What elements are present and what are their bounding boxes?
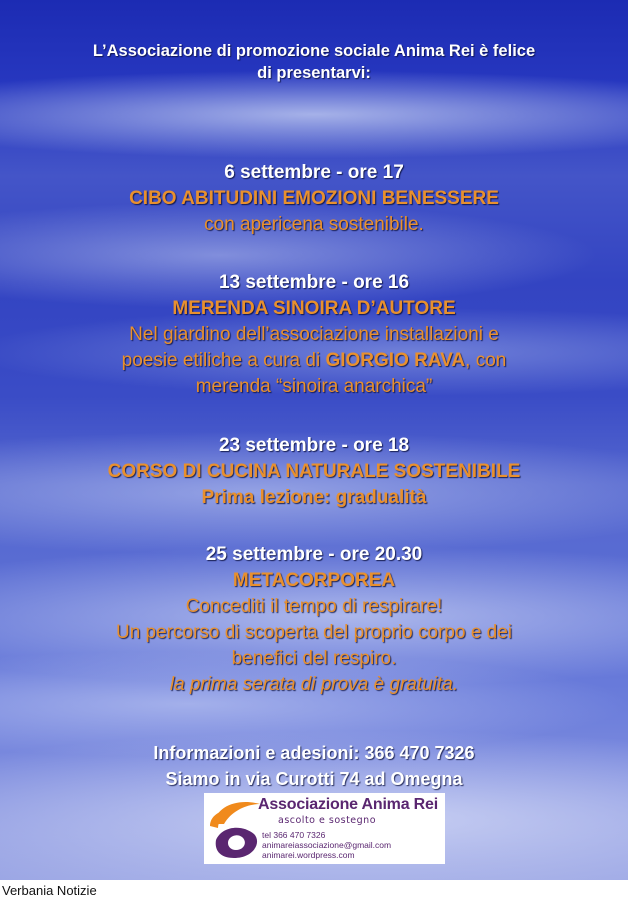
event-date: 23 settembre - ore 18 [218,435,410,456]
event-date: 13 settembre - ore 16 [218,272,410,293]
event-2 [0,270,628,400]
intro-line-2: di presentarvi: [257,64,371,82]
logo-website: animarei.wordpress.com [262,850,355,860]
event-4 [0,542,628,698]
event-description: con apericena sostenibile. [204,214,424,235]
event-subtitle: Prima lezione: gradualità [201,487,427,508]
event-description: Concediti il tempo di respirare! [185,596,443,617]
description-text: poesie etiliche a cura di [121,350,326,371]
event-description: benefici del respiro. [231,648,397,669]
event-description: merenda “sinoira anarchica” [195,376,433,397]
event-description [0,348,628,374]
logo-phone: tel 366 470 7326 [262,830,326,840]
event-1 [0,160,628,238]
contact-info [0,740,628,792]
event-3 [0,433,628,511]
event-title: MERENDA SINOIRA D’AUTORE [172,298,456,319]
info-address-line: Siamo in via Curotti 74 ad Omegna [165,769,463,789]
event-title: CIBO ABITUDINI EMOZIONI BENESSERE [129,188,499,209]
intro-text [0,40,628,84]
event-date: 25 settembre - ore 20.30 [205,544,423,565]
event-title: METACORPOREA [232,570,396,591]
intro-line-1: L’Associazione di promozione sociale Anima Rei è felice [92,42,536,60]
logo-email: animareiassociazione@gmail.com [262,840,392,850]
event-title: CORSO DI CUCINA NATURALE SOSTENIBILE [107,461,521,482]
event-description: Un percorso di scoperta del proprio corpo e dei [115,622,513,643]
logo-name: Associazione Anima Rei [258,796,438,813]
info-phone-line: Informazioni e adesioni: 366 470 7326 [153,743,475,763]
logo-tagline: ascolto e sostegno [278,815,377,826]
footer-source: Verbania Notizie [2,883,97,898]
event-description: Nel giardino dell’associazione installazioni e [129,324,499,345]
event-date: 6 settembre - ore 17 [224,162,404,183]
event-note: la prima serata di prova è gratuita. [169,674,459,695]
description-text: , con [465,350,507,371]
association-logo [204,793,445,864]
artist-name: GIORGIO RAVA [325,350,466,371]
